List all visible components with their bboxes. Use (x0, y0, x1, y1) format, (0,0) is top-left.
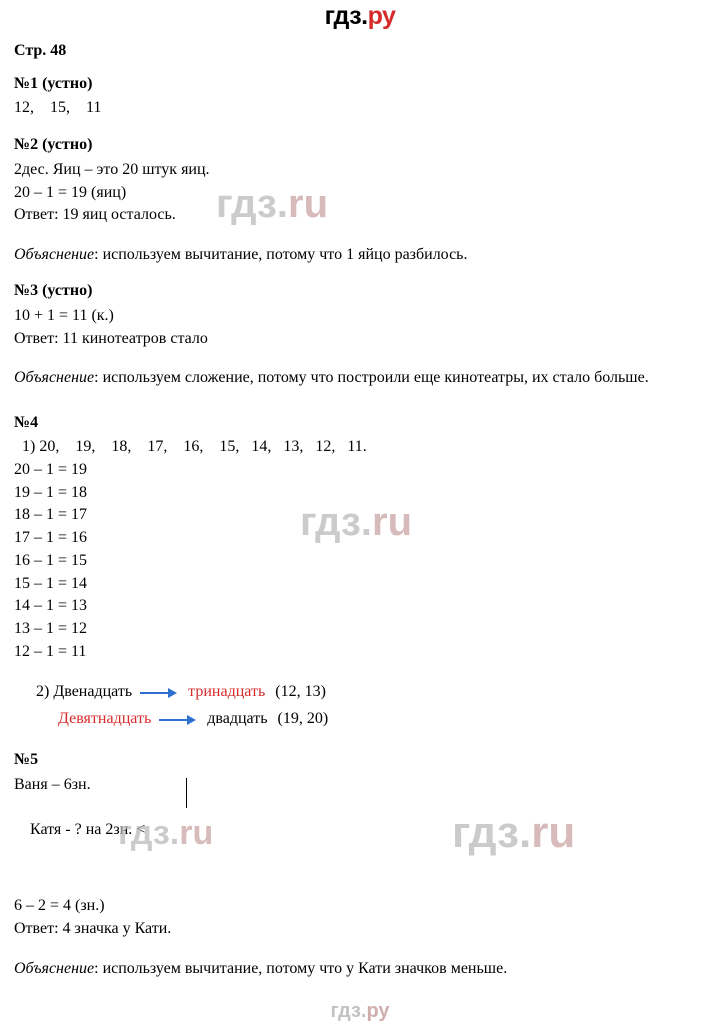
watermark-bottom-accent: ру (366, 1000, 390, 1022)
watermark-bottom-main: гдз. (330, 1000, 367, 1022)
task-3-explanation-text: : используем сложение, потому что построили еще кинотеатры, их стало больше. (94, 369, 649, 387)
task-4-arrow-row-1-target: тринадцать (188, 683, 266, 701)
watermark-main: гдз. (118, 814, 180, 852)
watermark-main: гдз. (452, 808, 532, 857)
task-4-equation: 19 – 1 = 18 (14, 483, 88, 501)
task-5-line-2-row (14, 796, 706, 887)
task-2-line-2: 20 – 1 = 19 (яиц) (14, 183, 127, 201)
task-4-arrow-row (14, 708, 706, 731)
task-3-line-1: 10 + 1 = 11 (к.) (14, 306, 114, 324)
task-3-heading: №3 (устно) (14, 282, 93, 300)
task-1-heading: №1 (устно) (14, 74, 93, 92)
task-2-explanation-label: Объяснение (14, 246, 95, 264)
right-arrow-icon (159, 714, 199, 726)
task-4-equations (14, 459, 706, 663)
page-number: Стр. 48 (14, 42, 67, 59)
task-5-explanation (14, 957, 706, 980)
task-2-heading: №2 (устно) (14, 136, 93, 154)
logo-text-accent: ру (367, 2, 396, 30)
task-4-equation: 14 – 1 = 13 (14, 597, 88, 615)
task-4-equation: 12 – 1 = 11 (14, 642, 87, 660)
brace-mark (186, 778, 187, 808)
task-5-explanation-text: : используем вычитание, потому что у Кати значков меньше. (94, 959, 508, 977)
task-2-explanation (14, 243, 706, 266)
task-5-line-1: Ваня – 6зн. (14, 775, 91, 793)
task-5-line-3: 6 – 2 = 4 (зн.) (14, 897, 105, 915)
task-5-line-2: Катя - ? на 2зн. < (30, 821, 146, 839)
task-3-explanation-label: Объяснение (14, 369, 95, 387)
task-4-arrow-row-2-target: двадцать (207, 710, 268, 728)
task-4-sequence: 1) 20, 19, 18, 17, 16, 15, 14, 13, 12, 11. (14, 438, 367, 456)
task-4-equation: 17 – 1 = 16 (14, 529, 88, 547)
task-5-line-4: Ответ: 4 значка у Кати. (14, 919, 172, 937)
task-4-equation: 16 – 1 = 15 (14, 551, 88, 569)
task-2-explanation-text: : используем вычитание, потому что 1 яйцо разбилось. (94, 246, 468, 264)
task-2-line-3: Ответ: 19 яиц осталось. (14, 206, 176, 224)
task-4-arrow-row-2-prefix: Девятнадцать (58, 710, 152, 728)
site-header (0, 0, 720, 34)
task-5-heading: №5 (14, 750, 39, 768)
document-body (0, 34, 720, 980)
task-3-explanation (14, 366, 706, 389)
task-1-line: 12, 15, 11 (14, 99, 102, 117)
task-4-arrow-row (14, 681, 706, 704)
task-4-equation: 15 – 1 = 14 (14, 574, 88, 592)
task-4-arrow-block (14, 681, 706, 730)
watermark-accent: ru (531, 808, 576, 857)
task-3-line-2: Ответ: 11 кинотеатров стало (14, 329, 208, 347)
task-5-explanation-label: Объяснение (14, 959, 95, 977)
right-arrow-icon (140, 687, 180, 699)
watermark-bottom (330, 1000, 389, 1023)
task-4-equation: 13 – 1 = 12 (14, 620, 88, 638)
watermark-accent: ru (179, 814, 214, 852)
site-logo[interactable] (325, 2, 396, 31)
task-4-heading: №4 (14, 413, 39, 431)
logo-text-main: гдз. (324, 2, 368, 30)
task-2-line-1: 2дес. Яиц – это 20 штук яиц. (14, 160, 210, 178)
task-4-equation: 20 – 1 = 19 (14, 461, 88, 478)
task-4-arrow-row-1-suffix: (12, 13) (275, 683, 326, 701)
watermark-accent: ru (372, 500, 413, 544)
watermark-main: гдз. (216, 182, 289, 226)
task-4-equation: 18 – 1 = 17 (14, 506, 88, 524)
watermark-accent: ru (288, 182, 329, 226)
watermark-main: гдз. (300, 500, 373, 544)
task-4-arrow-row-2-suffix: (19, 20) (277, 710, 329, 728)
task-4-arrow-row-1-prefix: 2) Двенадцать (36, 683, 133, 701)
